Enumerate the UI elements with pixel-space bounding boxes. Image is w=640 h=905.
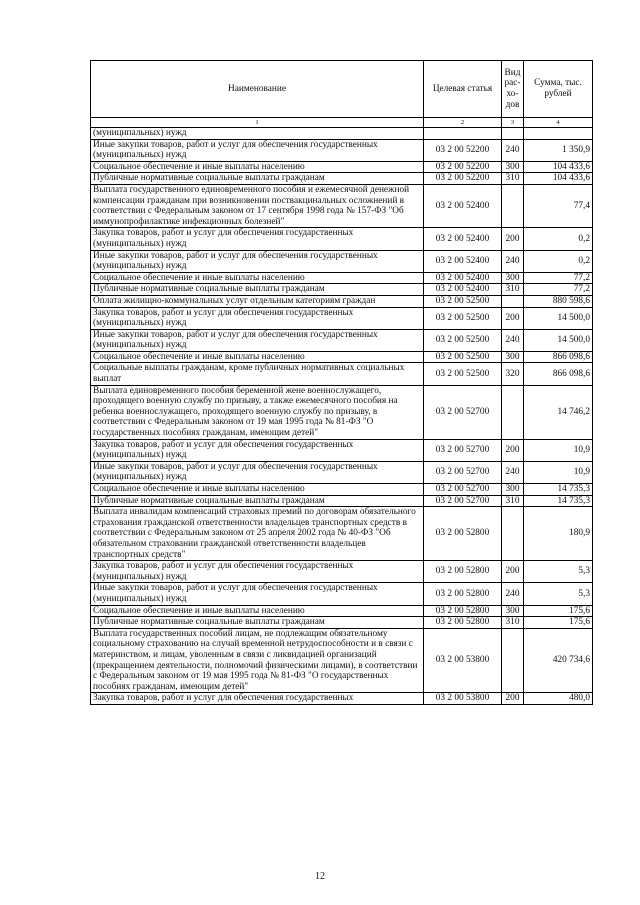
row-target-article: 03 2 00 52500 (424, 329, 502, 351)
table-row (91, 284, 593, 296)
table-row (91, 484, 593, 496)
row-target-article: 03 2 00 52400 (424, 250, 502, 272)
table-row (91, 329, 593, 351)
table-row (91, 363, 593, 385)
row-expense-type: 200 (502, 693, 524, 705)
page-number: 12 (315, 871, 325, 882)
row-sum: 77,4 (524, 184, 593, 227)
row-sum: 480,0 (524, 693, 593, 705)
row-expense-type: 200 (502, 307, 524, 329)
row-target-article: 03 2 00 52500 (424, 351, 502, 363)
header-expense-type: Вид рас-хо-дов (502, 61, 524, 118)
row-sum: 866 098,6 (524, 363, 593, 385)
row-name: Выплата государственных пособий лицам, не подлежащим обязательному социальному страхованию на случай временной нетрудоспособности и в связи с материнством, и лицам, уволенным в связи с ликвидацией организаций (прекращением деятельности, полномочий физическими лицами), в соответствии с Федеральным законом от 19 мая 1995 года № 81-ФЗ "О государственных пособиях гражданам, имеющим детей" (91, 628, 424, 693)
row-name: Иные закупки товаров, работ и услуг для обеспечения государственных (муниципальных) нужд (91, 250, 424, 272)
row-name: Публичные нормативные социальные выплаты гражданам (91, 173, 424, 185)
table-row (91, 139, 593, 161)
column-number: 3 (502, 118, 524, 128)
row-target-article: 03 2 00 52700 (424, 439, 502, 461)
row-name: Социальные выплаты гражданам, кроме публичных нормативных социальных выплат (91, 363, 424, 385)
row-name: Иные закупки товаров, работ и услуг для обеспечения государственных (муниципальных) нужд (91, 139, 424, 161)
row-expense-type: 310 (502, 617, 524, 629)
row-target-article: 03 2 00 52700 (424, 495, 502, 507)
row-name: Закупка товаров, работ и услуг для обеспечения государственных (муниципальных) нужд (91, 561, 424, 583)
column-number: 2 (424, 118, 502, 128)
row-sum: 0,2 (524, 250, 593, 272)
row-target-article: 03 2 00 52800 (424, 617, 502, 629)
row-expense-type: 200 (502, 561, 524, 583)
row-name: Публичные нормативные социальные выплаты гражданам (91, 495, 424, 507)
row-expense-type: 300 (502, 161, 524, 173)
row-name: Социальное обеспечение и иные выплаты населению (91, 161, 424, 173)
table-row (91, 439, 593, 461)
row-name: Социальное обеспечение и иные выплаты населению (91, 351, 424, 363)
column-number: 4 (524, 118, 593, 128)
row-expense-type: 310 (502, 284, 524, 296)
row-sum: 5,3 (524, 561, 593, 583)
row-expense-type (502, 385, 524, 439)
row-expense-type: 240 (502, 583, 524, 605)
row-sum: 77,2 (524, 272, 593, 284)
row-sum: 10,9 (524, 461, 593, 483)
row-expense-type: 300 (502, 272, 524, 284)
table-row (91, 461, 593, 483)
row-target-article: 03 2 00 52400 (424, 284, 502, 296)
table-row (91, 605, 593, 617)
row-expense-type: 310 (502, 173, 524, 185)
row-target-article: 03 2 00 52800 (424, 507, 502, 561)
row-sum: 866 098,6 (524, 351, 593, 363)
row-expense-type: 300 (502, 351, 524, 363)
row-sum: 880 598,6 (524, 295, 593, 307)
row-target-article: 03 2 00 52400 (424, 272, 502, 284)
row-expense-type: 310 (502, 495, 524, 507)
table-row (91, 617, 593, 629)
row-target-article: 03 2 00 52500 (424, 363, 502, 385)
row-expense-type: 240 (502, 461, 524, 483)
row-target-article: 03 2 00 52800 (424, 583, 502, 605)
table-row (91, 307, 593, 329)
row-target-article: 03 2 00 53800 (424, 693, 502, 705)
row-name: Социальное обеспечение и иные выплаты населению (91, 605, 424, 617)
row-sum: 0,2 (524, 228, 593, 250)
header-target-article: Целевая статья (424, 61, 502, 118)
table-row (91, 228, 593, 250)
row-target-article: 03 2 00 52500 (424, 295, 502, 307)
row-target-article: 03 2 00 52400 (424, 184, 502, 227)
table-row (91, 250, 593, 272)
table-row (91, 161, 593, 173)
row-name: (муниципальных) нужд (91, 128, 424, 140)
row-sum: 175,6 (524, 605, 593, 617)
row-expense-type: 240 (502, 329, 524, 351)
row-target-article: 03 2 00 52800 (424, 561, 502, 583)
row-name: Оплата жилищно-коммунальных услуг отдельным категориям граждан (91, 295, 424, 307)
row-sum: 14 746,2 (524, 385, 593, 439)
table-row (91, 561, 593, 583)
row-expense-type (502, 507, 524, 561)
row-target-article: 03 2 00 52700 (424, 385, 502, 439)
row-name: Выплата государственного единовременного пособия и ежемесячной денежной компенсации гражданам при возникновении поствакцинальных осложнений в соответствии с Федеральным законом от 17 сентября 1998 года № 157-ФЗ "Об иммунопрофилактике инфекционных болезней" (91, 184, 424, 227)
row-sum: 420 734,6 (524, 628, 593, 693)
row-target-article: 03 2 00 52400 (424, 228, 502, 250)
row-expense-type (502, 128, 524, 140)
row-expense-type: 320 (502, 363, 524, 385)
table-row (91, 272, 593, 284)
row-name: Социальное обеспечение и иные выплаты населению (91, 272, 424, 284)
row-target-article: 03 2 00 52200 (424, 161, 502, 173)
table-row (91, 128, 593, 140)
row-expense-type (502, 295, 524, 307)
row-name: Иные закупки товаров, работ и услуг для обеспечения государственных (муниципальных) нужд (91, 329, 424, 351)
row-name: Выплата единовременного пособия беременной жене военнослужащего, проходящего военную службу по призыву, а также ежемесячного пособия на ребенка военнослужащего, проходящего военную службу по призыву, в соответствии с Федеральным законом от 19 мая 1995 года № 81-ФЗ "О государственных пособиях гражданам, имеющим детей" (91, 385, 424, 439)
table-row (91, 583, 593, 605)
table-row (91, 693, 593, 705)
header-name: Наименование (91, 61, 424, 118)
row-name: Иные закупки товаров, работ и услуг для обеспечения государственных (муниципальных) нужд (91, 461, 424, 483)
budget-table (90, 60, 593, 705)
row-target-article: 03 2 00 52700 (424, 461, 502, 483)
row-name: Иные закупки товаров, работ и услуг для обеспечения государственных (муниципальных) нужд (91, 583, 424, 605)
table-row (91, 628, 593, 693)
column-number-row (91, 118, 593, 128)
table-row (91, 385, 593, 439)
table-body (91, 128, 593, 705)
table-row (91, 184, 593, 227)
row-name: Социальное обеспечение и иные выплаты населению (91, 484, 424, 496)
row-sum: 14 500,0 (524, 329, 593, 351)
row-sum: 104 433,6 (524, 173, 593, 185)
row-sum: 175,6 (524, 617, 593, 629)
table-row (91, 507, 593, 561)
table-row (91, 495, 593, 507)
row-target-article (424, 128, 502, 140)
table-row (91, 351, 593, 363)
row-sum: 104 433,6 (524, 161, 593, 173)
row-expense-type: 300 (502, 484, 524, 496)
row-expense-type: 200 (502, 228, 524, 250)
row-target-article: 03 2 00 52200 (424, 139, 502, 161)
row-name: Публичные нормативные социальные выплаты гражданам (91, 617, 424, 629)
row-sum (524, 128, 593, 140)
row-target-article: 03 2 00 52700 (424, 484, 502, 496)
row-name: Закупка товаров, работ и услуг для обеспечения государственных (муниципальных) нужд (91, 307, 424, 329)
row-name: Закупка товаров, работ и услуг для обеспечения государственных (муниципальных) нужд (91, 439, 424, 461)
row-expense-type (502, 184, 524, 227)
row-target-article: 03 2 00 52200 (424, 173, 502, 185)
row-sum: 1 350,9 (524, 139, 593, 161)
row-target-article: 03 2 00 52500 (424, 307, 502, 329)
row-name: Выплата инвалидам компенсаций страховых премий по договорам обязательного страхования гражданской ответственности владельцев транспортных средств в соответствии с Федеральным законом от 25 апреля 2002 года № 40-ФЗ "Об обязательном страховании гражданской ответственности владельцев транспортных средств" (91, 507, 424, 561)
row-name: Закупка товаров, работ и услуг для обеспечения государственных (91, 693, 424, 705)
row-sum: 77,2 (524, 284, 593, 296)
row-expense-type: 200 (502, 439, 524, 461)
row-sum: 14 735,3 (524, 495, 593, 507)
row-sum: 10,9 (524, 439, 593, 461)
row-sum: 180,9 (524, 507, 593, 561)
row-sum: 14 500,0 (524, 307, 593, 329)
row-target-article: 03 2 00 52800 (424, 605, 502, 617)
row-expense-type (502, 628, 524, 693)
table-row (91, 295, 593, 307)
column-number: 1 (91, 118, 424, 128)
table-row (91, 173, 593, 185)
header-sum: Сумма, тыс. рублей (524, 61, 593, 118)
row-sum: 14 735,3 (524, 484, 593, 496)
document-page (90, 60, 592, 705)
row-expense-type: 300 (502, 605, 524, 617)
row-expense-type: 240 (502, 139, 524, 161)
row-sum: 5,3 (524, 583, 593, 605)
table-header-row (91, 61, 593, 118)
row-name: Публичные нормативные социальные выплаты гражданам (91, 284, 424, 296)
row-target-article: 03 2 00 53800 (424, 628, 502, 693)
row-expense-type: 240 (502, 250, 524, 272)
row-name: Закупка товаров, работ и услуг для обеспечения государственных (муниципальных) нужд (91, 228, 424, 250)
